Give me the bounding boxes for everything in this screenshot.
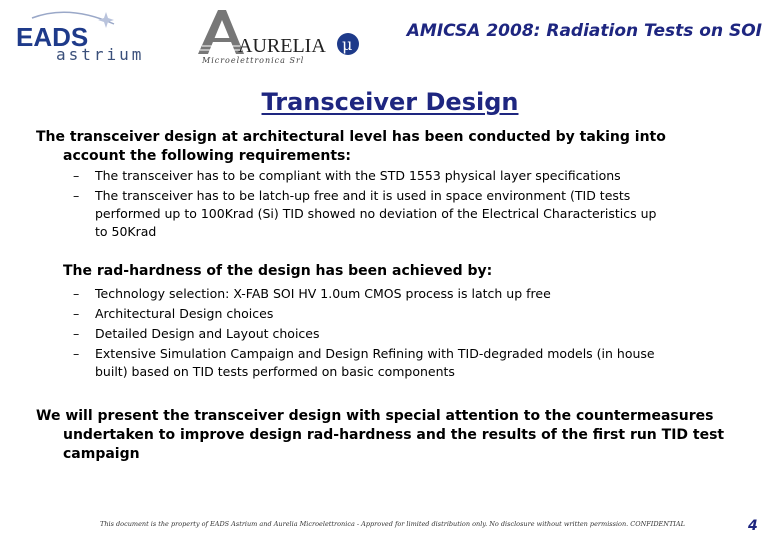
aurelia-mu-text: μ: [342, 35, 353, 54]
bullet-dash: –: [73, 326, 80, 341]
astrium-logo-text: astrium: [56, 45, 145, 62]
logo-star-icon: [98, 12, 114, 28]
bullet-dash: –: [73, 286, 80, 301]
block1-item2-line3: to 50Krad: [95, 224, 157, 239]
block1-item2-line2: performed up to 100Krad (Si) TID showed no deviation of the Electrical Characteristics up: [95, 206, 657, 221]
block2-item3: Detailed Design and Layout choices: [95, 326, 320, 341]
block1-line2: account the following requirements:: [63, 148, 351, 164]
bullet-dash: –: [73, 306, 80, 321]
block2-item4-line2: built) based on TID tests performed on basic components: [95, 364, 455, 379]
bullet-dash: –: [73, 188, 80, 203]
bullet-dash: –: [73, 346, 80, 361]
block1-line1: The transceiver design at architectural level has been conducted by taking into: [36, 129, 666, 145]
bullet-dash: –: [73, 168, 80, 183]
aurelia-logo-subtitle: Microelettronica Srl: [202, 56, 305, 64]
slide-title: Transceiver Design: [261, 88, 519, 116]
eads-logo-text: EADS: [16, 22, 89, 52]
block3-line2: undertaken to improve design rad-hardness and the results of the first run TID test: [63, 427, 725, 443]
block3-line1: We will present the transceiver design with special attention to the countermeasures: [36, 408, 714, 424]
eads-astrium-logo: [14, 10, 194, 62]
footer-confidentiality-note: This document is the property of EADS Astrium and Aurelia Microelettronica - Approved for limited distribution only. No disclosure without written permission. CONFIDENTIAL: [100, 520, 685, 528]
block1-item1: The transceiver has to be compliant with the STD 1553 physical layer specifications: [95, 168, 621, 183]
page-number: 4: [748, 518, 758, 534]
aurelia-logo-text: AURELIA: [238, 35, 326, 57]
block2-item1: Technology selection: X-FAB SOI HV 1.0um CMOS process is latch up free: [95, 286, 551, 301]
block1-item2-line1: The transceiver has to be latch-up free and it is used in space environment (TID tests: [95, 188, 631, 203]
block2-line1: The rad-hardness of the design has been achieved by:: [63, 263, 493, 279]
block2-item2: Architectural Design choices: [95, 306, 274, 321]
aurelia-logo: [196, 6, 366, 64]
block2-item4-line1: Extensive Simulation Campaign and Design Refining with TID-degraded models (in house: [95, 346, 655, 361]
block3-line3: campaign: [63, 446, 140, 462]
header-title: AMICSA 2008: Radiation Tests on SOI: [406, 21, 762, 41]
